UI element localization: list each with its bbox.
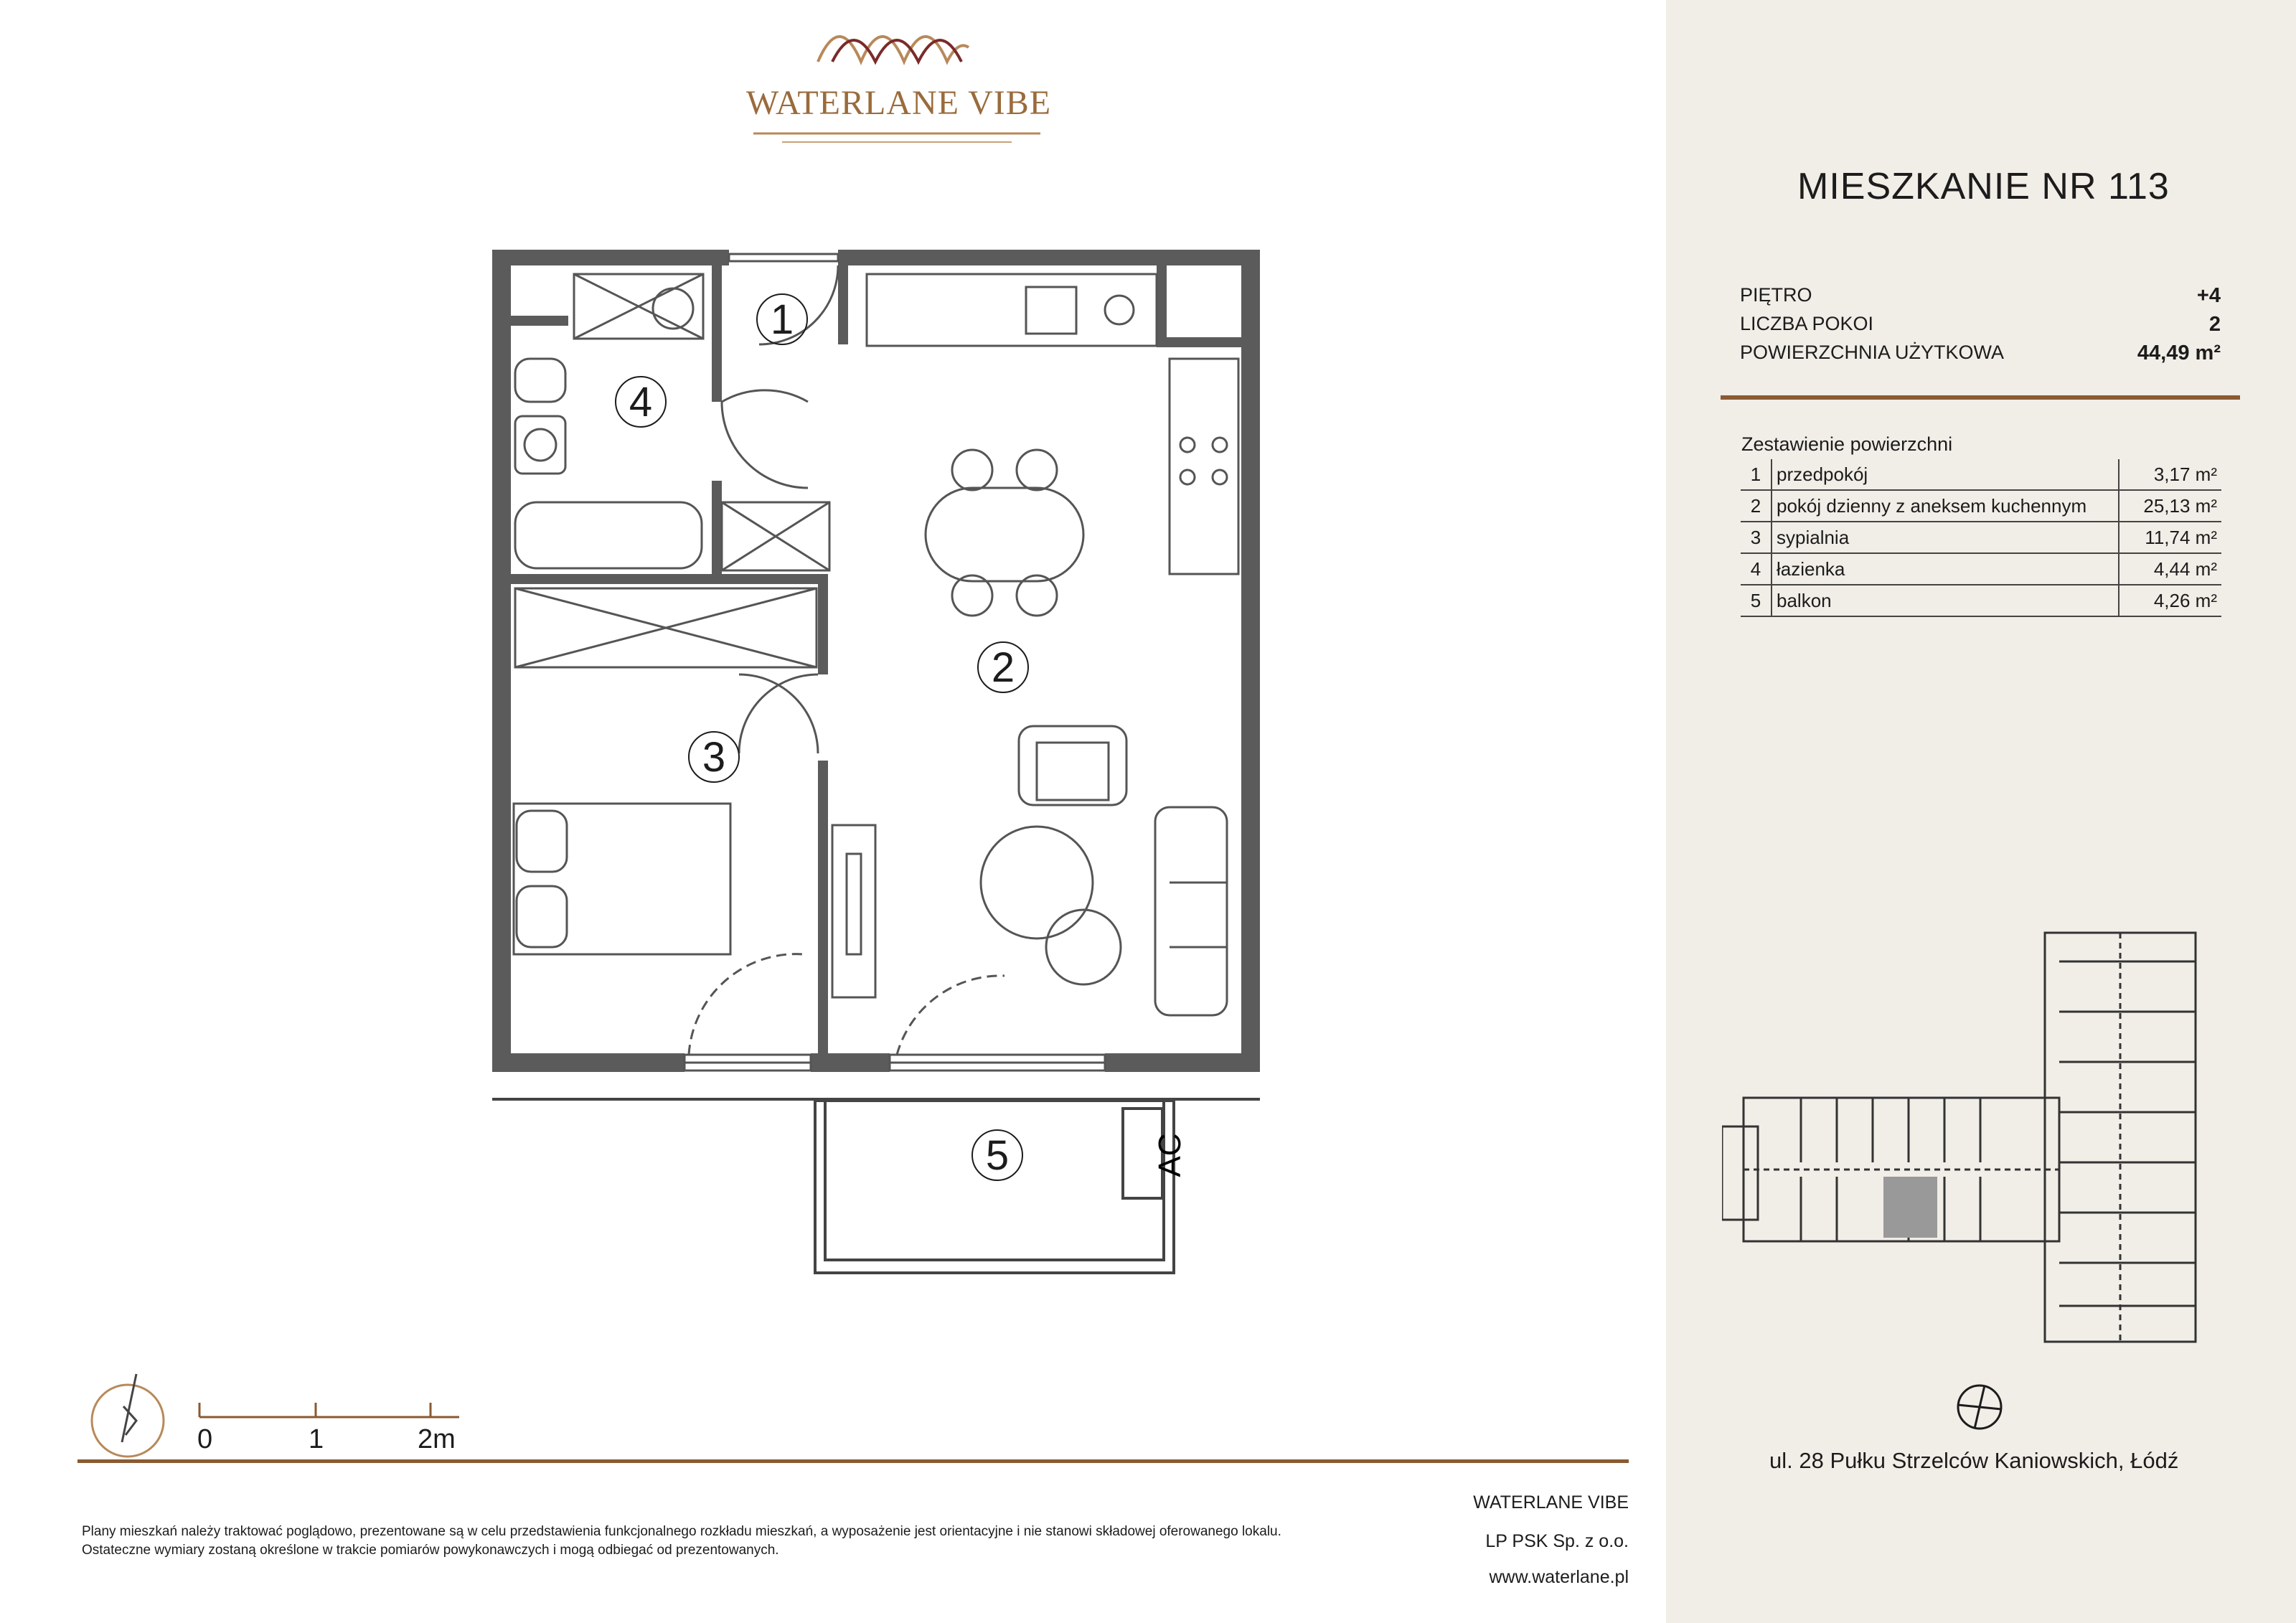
- row-area: 3,17 m²: [2119, 459, 2221, 490]
- info-label: LICZBA POKOI: [1740, 313, 1874, 334]
- brand-name: WATERLANE VIBE: [746, 84, 1052, 122]
- row-num: 1: [1741, 459, 1772, 490]
- footer-brand: WATERLANE VIBE: [1473, 1492, 1629, 1513]
- apartment-highlight: [1883, 1177, 1937, 1238]
- row-area: 11,74 m²: [2119, 522, 2221, 553]
- scale-label: 0: [197, 1424, 213, 1454]
- info-row-rooms: [1740, 313, 2221, 342]
- room-label: 5: [985, 1132, 1010, 1179]
- table-row: [1741, 459, 2221, 490]
- room-label: 3: [702, 734, 726, 781]
- areas-title: Zestawienie powierzchni: [1741, 433, 1953, 455]
- scale-bar: [199, 1403, 459, 1417]
- living-furniture: [832, 726, 1227, 1015]
- room-label: 4: [629, 379, 653, 425]
- address: ul. 28 Pułku Strzelców Kaniowskich, Łódź: [1769, 1448, 2179, 1473]
- info-value: 44,49 m²: [2137, 342, 2221, 364]
- row-name: pokój dzienny z aneksem kuchennym: [1772, 490, 2119, 522]
- areas-table: [1741, 459, 2221, 617]
- disclaimer-line1: Plany mieszkań należy traktować poglądowo, prezentowane są w celu przedstawienia funkcjonalnego rozkładu mieszkań, a wyposażenie jest orientacyjne i nie stanowi składowej oferowanego lokalu.: [82, 1524, 1281, 1539]
- info-value: +4: [2196, 284, 2221, 307]
- info-label: PIĘTRO: [1740, 284, 1812, 306]
- table-row: [1741, 490, 2221, 522]
- row-area: 4,26 m²: [2119, 585, 2221, 616]
- windows: [684, 254, 1105, 1071]
- info-value: 2: [2208, 313, 2221, 336]
- row-num: 4: [1741, 553, 1772, 585]
- info-sidebar: [1666, 0, 2296, 1623]
- scale-label: 2m: [418, 1424, 456, 1454]
- apartment-title: MIESZKANIE NR 113: [1797, 166, 2170, 207]
- compass-icon: [92, 1374, 164, 1457]
- room-labels: [616, 294, 1187, 1180]
- north-arrow-icon: [1956, 1383, 2003, 1431]
- row-num: 3: [1741, 522, 1772, 553]
- footer-website[interactable]: www.waterlane.pl: [1489, 1567, 1629, 1587]
- info-label: POWIERZCHNIA UŻYTKOWA: [1740, 342, 2005, 363]
- row-name: przedpokój: [1772, 459, 2119, 490]
- info-row-floor: [1740, 284, 2221, 313]
- footer-divider: [77, 1459, 1629, 1463]
- row-num: 2: [1741, 490, 1772, 522]
- row-area: 4,44 m²: [2119, 553, 2221, 585]
- building-key-plan: [1722, 918, 2224, 1349]
- row-name: łazienka: [1772, 553, 2119, 585]
- row-area: 25,13 m²: [2119, 490, 2221, 522]
- bed-furniture: [514, 804, 730, 954]
- scale-label: 1: [309, 1424, 324, 1454]
- kitchen-fixtures: [867, 274, 1238, 616]
- info-divider: [1721, 395, 2240, 400]
- row-num: 5: [1741, 585, 1772, 616]
- table-row: [1741, 553, 2221, 585]
- room-label: 2: [991, 644, 1015, 691]
- row-name: balkon: [1772, 585, 2119, 616]
- info-row-area: [1740, 342, 2221, 370]
- disclaimer-line2: Ostateczne wymiary zostaną określone w trakcie pomiarów powykonawczych i mogą odbiegać od prezentowanych.: [82, 1543, 779, 1558]
- row-name: sypialnia: [1772, 522, 2119, 553]
- table-row: [1741, 585, 2221, 616]
- balcony: [492, 1099, 1260, 1273]
- ac-label: AC: [1152, 1133, 1187, 1177]
- table-row: [1741, 522, 2221, 553]
- footer-company: LP PSK Sp. z o.o.: [1485, 1531, 1629, 1551]
- room-label: 1: [770, 296, 794, 343]
